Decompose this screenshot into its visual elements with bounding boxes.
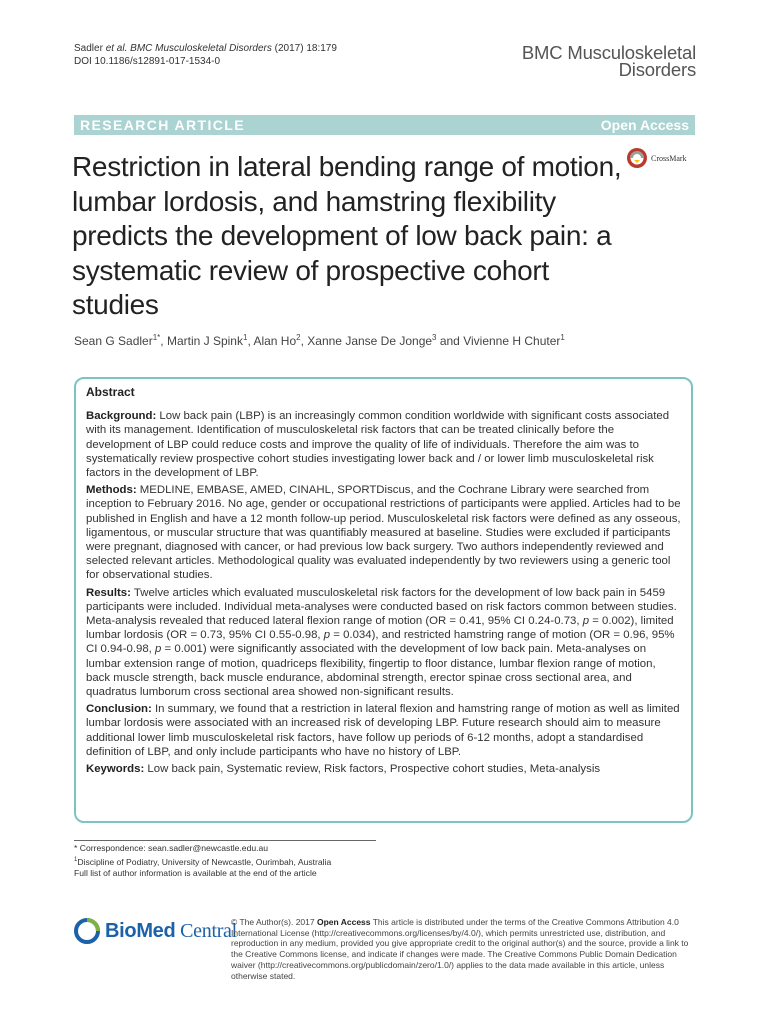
citation-header xyxy=(74,42,337,68)
results-text: = 0.001) were significantly associated with the development of low back pain. Meta-analyses on lumbar extension range of motion, quadriceps flexibility, fingertip to floor distance, lumbar flexion range of motion, back muscle strength, back muscle endurance, abdominal strength, erector spinae cross sectional area, and quadratus lumborum cross sectional area showed non-significant results. xyxy=(86,643,656,699)
abstract-box xyxy=(74,377,693,823)
background-label: Background: xyxy=(86,410,157,423)
author-3-affil: 2 xyxy=(296,333,301,342)
article-type-label: RESEARCH ARTICLE xyxy=(80,117,245,133)
author-5[interactable]: Vivienne H Chuter xyxy=(463,334,561,348)
results-text: Twelve articles which evaluated musculoskeletal risk factors for the development of low back pain in 5459 participants were included. Individual meta-analyses were conducted based on risk factors common between studies. Meta-analysis revealed that reduced lateral flexion range of motion (OR = 0.41, 95% CI 0.24-0.73, xyxy=(86,586,677,628)
author-3[interactable]: Alan Ho xyxy=(253,334,297,348)
author-separator: , xyxy=(300,334,308,348)
keywords-text: Low back pain, Systematic review, Risk factors, Prospective cohort studies, Meta-analysis xyxy=(144,763,601,776)
license-copyright: © The Author(s). 2017 xyxy=(231,917,317,927)
abstract-background xyxy=(86,409,681,480)
abstract-keywords xyxy=(86,762,681,776)
p-value-symbol: p xyxy=(323,629,331,642)
article-type-banner xyxy=(74,115,695,135)
journal-name-line2: Disorders xyxy=(618,59,696,80)
correspondence-note[interactable]: * Correspondence: sean.sadler@newcastle.edu.au xyxy=(74,843,269,853)
results-text: = 0.034), and restricted hamstring range of motion (OR = 0.96, 95% CI 0.94-0.98, xyxy=(86,629,675,656)
affiliation-note xyxy=(74,855,331,868)
author-separator: and xyxy=(436,334,464,348)
license-statement xyxy=(231,917,691,981)
biomed-central-icon xyxy=(74,918,100,944)
journal-name-line1: BMC Musculoskeletal xyxy=(521,42,696,63)
crossmark-badge[interactable] xyxy=(626,147,687,169)
conclusion-label: Conclusion: xyxy=(86,703,152,716)
keywords-label: Keywords: xyxy=(86,763,145,776)
author-2-affil: 1 xyxy=(242,333,248,342)
p-value-symbol: p xyxy=(155,643,162,656)
affiliation-sup: 1 xyxy=(74,856,78,863)
biomed-word: BioMed xyxy=(105,919,176,942)
conclusion-text: In summary, we found that a restriction in lateral flexion and hamstring range of motion as well as limited lumbar lordosis were associated with an increased risk of developing LBP. Future research should aim to measure additional lower limb musculoskeletal risk factors, have follow up periods of 6-12 months, adopt a standardised definition of LBP, and only include participants who have no history of LBP. xyxy=(86,703,680,758)
author-info-note: Full list of author information is available at the end of the article xyxy=(74,867,317,878)
license-text: This article is distributed under the terms of the Creative Commons Attribution 4.0 International License (http://creativecommons.org/licenses/by/4.0/), which permits unrestricted use, distribution, and reproduction in any medium, provided you give appropriate credit to the original author(s) and the source, provide a link to the Creative Commons license, and indicate if changes were made. The Creative Commons Public Domain Dedication waiver (http://creativecommons.org/publicdomain/zero/1.0/) applies to the data made available in this article, unless otherwise stated. xyxy=(231,917,689,981)
author-2[interactable]: Martin J Spink xyxy=(166,334,243,348)
citation-journal: et al. BMC Musculoskeletal Disorders xyxy=(105,43,272,54)
author-4[interactable]: Xanne Janse De Jonge xyxy=(307,334,433,348)
results-label: Results: xyxy=(86,586,131,599)
license-open-access: Open Access xyxy=(316,917,371,927)
biomed-central-logo xyxy=(74,918,237,944)
doi-line[interactable]: DOI 10.1186/s12891-017-1534-0 xyxy=(74,56,221,67)
affiliation-text: Discipline of Podiatry, University of Newcastle, Ourimbah, Australia xyxy=(77,856,332,867)
author-separator: , xyxy=(247,334,254,348)
journal-name xyxy=(522,44,696,78)
article-title: Restriction in lateral bending range of motion, lumbar lordosis, and hamstring flexibility predicts the development of low back pain: a systematic review of prospective cohort studies xyxy=(72,151,622,320)
p-value-symbol: p xyxy=(582,615,590,628)
footnote-divider xyxy=(74,840,376,841)
citation-volume: (2017) 18:179 xyxy=(271,43,337,54)
author-1[interactable]: Sean G Sadler xyxy=(74,334,153,348)
abstract-results xyxy=(86,586,681,700)
abstract-conclusion xyxy=(86,702,681,759)
abstract-heading: Abstract xyxy=(86,385,135,399)
author-1-affil: 1* xyxy=(152,333,161,342)
author-separator: , xyxy=(160,334,167,348)
crossmark-icon xyxy=(626,147,648,169)
author-5-affil: 1 xyxy=(560,333,565,342)
biomed-central-wordmark xyxy=(105,920,237,943)
citation-author: Sadler xyxy=(74,43,106,54)
author-list xyxy=(74,333,565,348)
open-access-label: Open Access xyxy=(600,117,689,133)
central-word: Central xyxy=(175,919,237,942)
abstract-methods xyxy=(86,483,681,582)
methods-label: Methods: xyxy=(86,484,137,497)
crossmark-label: CrossMark xyxy=(651,153,687,163)
methods-text: MEDLINE, EMBASE, AMED, CINAHL, SPORTDiscus, and the Cochrane Library were searched from inception to February 2016. No age, gender or occupational restrictions of participants were applied. Articles had to be published in English and have a 12 month follow-up period. Musculoskeletal risk factors were defined as any osseous, ligamentous, or muscular structure that was quantifiably measured at baseline. Studies were excluded if participants were pregnant, diagnosed with cancer, or had previous low back surgery. Two authors independently reviewed and selected relevant articles. Methodological quality was evaluated independently by two reviewers using a generic tool for observational studies. xyxy=(86,484,681,582)
results-text: = 0.002), limited lumbar lordosis (OR = 0.73, 95% CI 0.55-0.98, xyxy=(86,615,674,642)
citation-line xyxy=(74,42,337,55)
background-text: Low back pain (LBP) is an increasingly common condition worldwide with significant costs associated with its management. Identification of musculoskeletal risk factors that can be treated clinically before the development of LBP could reduce costs and improve the quality of life of individuals. Therefore the aim was to systematically review prospective cohort studies investigating lower back and / or lower limb musculoskeletal risk factors in the development of LBP. xyxy=(86,410,670,480)
footnotes xyxy=(74,843,331,879)
author-4-affil: 3 xyxy=(432,333,437,342)
